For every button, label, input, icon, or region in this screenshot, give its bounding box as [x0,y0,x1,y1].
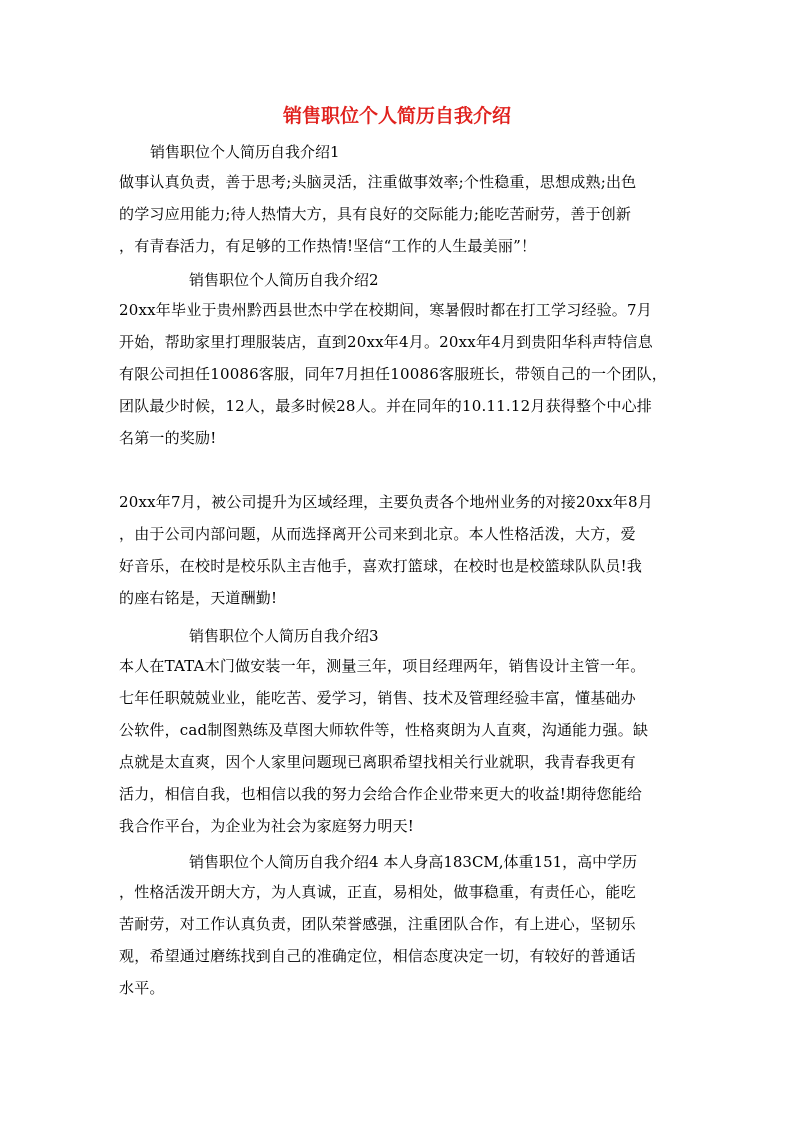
section-3-line-2: 七年任职兢兢业业，能吃苦、爱学习，销售、技术及管理经验丰富，懂基础办 [119,689,636,707]
page-title: 销售职位个人简历自我介绍 [282,105,511,127]
section-1-line-3: ，有青春活力，有足够的工作热情!坚信“工作的人生最美丽”！ [119,237,537,255]
section-3-line-5: 活力，相信自我，也相信以我的努力会给合作企业带来更大的收益!期待您能给 [119,785,643,803]
section-2b-line-3: 好音乐，在校时是校乐队主吉他手，喜欢打篮球，在校时也是校篮球队队员!我 [119,557,643,575]
section-3-line-1: 本人在TATA木门做安装一年，测量三年，项目经理两年，销售设计主管一年。 [119,657,646,675]
section-2-line-2: 开始，帮助家里打理服装店，直到20xx年4月。20xx年4月到贵阳华科声特信息 [119,333,653,351]
section-3-line-3: 公软件，cad制图熟练及草图大师软件等，性格爽朗为人直爽，沟通能力强。缺 [119,721,649,739]
section-2-heading: 销售职位个人简历自我介绍2 [189,271,379,289]
section-4-line-2: 苦耐劳，对工作认真负责，团队荣誉感强，注重团队合作，有上进心，坚韧乐 [119,915,636,933]
section-4-heading: 销售职位个人简历自我介绍4 本人身高183CM,体重151，高中学历 [189,853,638,871]
section-3-line-6: 我合作平台，为企业为社会为家庭努力明天! [119,817,415,835]
section-2b-line-2: ，由于公司内部问题，从而选择离开公司来到北京。本人性格活泼，大方，爱 [119,525,636,543]
section-1-heading: 销售职位个人简历自我介绍1 [150,143,340,161]
section-1-line-2: 的学习应用能力;待人热情大方，具有良好的交际能力;能吃苦耐劳，善于创新 [119,205,632,223]
section-2-line-5: 名第一的奖励! [119,429,217,447]
section-2-line-3: 有限公司担任10086客服，同年7月担任10086客服班长，带领自己的一个团队， [119,365,667,383]
section-2b-line-1: 20xx年7月，被公司提升为区域经理，主要负责各个地州业务的对接20xx年8月 [119,493,653,511]
section-2-line-4: 团队最少时候，12人，最多时候28人。并在同年的10.11.12月获得整个中心排 [119,397,652,415]
section-3-heading: 销售职位个人简历自我介绍3 [189,627,379,645]
section-2-line-1: 20xx年毕业于贵州黔西县世杰中学在校期间，寒暑假时都在打工学习经验。7月 [119,301,652,319]
section-3-line-4: 点就是太直爽，因个人家里问题现已离职希望找相关行业就职，我青春我更有 [119,753,636,771]
section-4-line-3: 观，希望通过磨练找到自己的准确定位，相信态度决定一切，有较好的普通话 [119,947,636,965]
section-4-line-1: ，性格活泼开朗大方，为人真诚，正直，易相处，做事稳重，有责任心，能吃 [119,883,636,901]
section-1-line-1: 做事认真负责，善于思考;头脑灵活，注重做事效率;个性稳重，思想成熟;出色 [119,173,637,191]
section-2b-line-4: 的座右铭是，天道酬勤! [119,589,278,607]
section-4-line-4: 水平。 [119,979,165,997]
